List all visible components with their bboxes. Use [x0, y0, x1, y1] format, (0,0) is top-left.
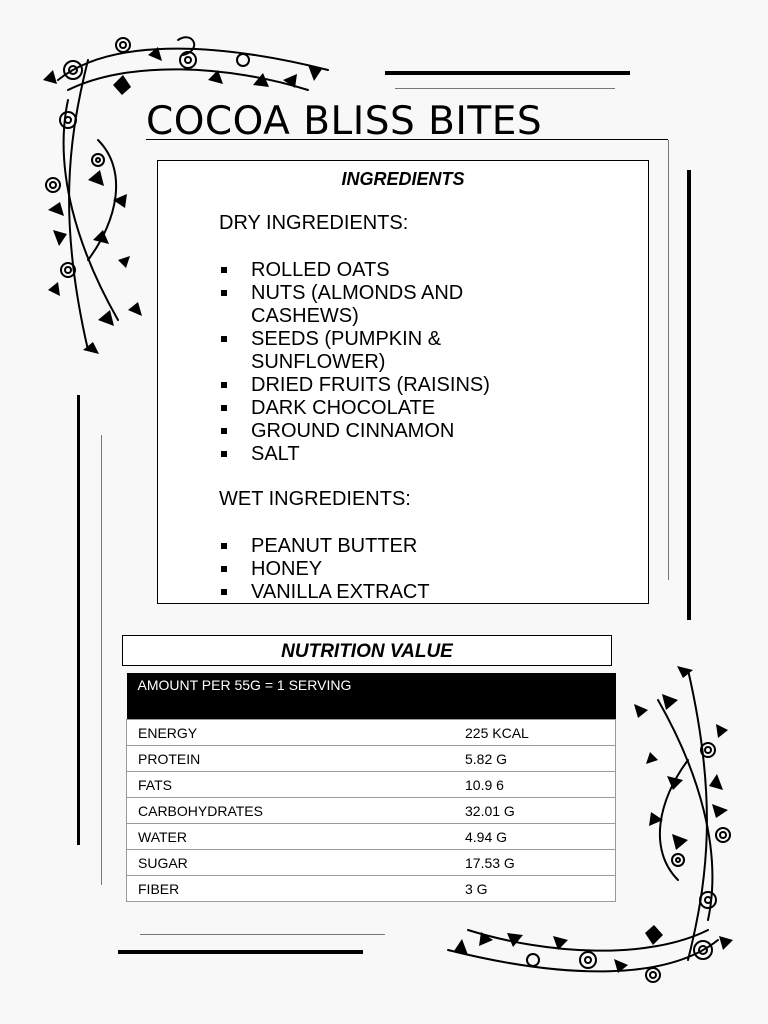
bullet-icon — [221, 382, 227, 388]
list-item: DARK CHOCOLATE — [219, 397, 551, 420]
top-rule-thick — [385, 71, 630, 75]
nutrient-name: FATS — [127, 772, 455, 798]
table-row — [127, 772, 616, 798]
table-row — [127, 850, 616, 876]
table-row — [127, 876, 616, 902]
nutrient-value: 225 KCAL — [454, 720, 616, 746]
bottom-rule-thin — [140, 934, 385, 935]
left-vertical-rule-thin — [101, 435, 102, 885]
serving-header-row — [127, 673, 616, 720]
list-item: GROUND CINNAMON — [219, 420, 551, 443]
ingredients-heading: INGREDIENTS — [341, 169, 465, 189]
bullet-icon — [221, 428, 227, 434]
nutrient-name: PROTEIN — [127, 746, 455, 772]
bottom-rule-thick — [118, 950, 363, 954]
dry-ingredients-label: DRY INGREDIENTS: — [219, 212, 409, 234]
right-vertical-rule-thin — [668, 140, 669, 580]
bullet-icon — [221, 566, 227, 572]
nutrient-value: 17.53 G — [454, 850, 616, 876]
list-item: NUTS (ALMONDS AND CASHEWS) — [219, 282, 551, 328]
nutrient-value: 10.9 6 — [454, 772, 616, 798]
list-item: ROLLED OATS — [219, 259, 551, 282]
nutrient-value: 5.82 G — [454, 746, 616, 772]
list-item: SEEDS (PUMPKIN & SUNFLOWER) — [219, 328, 551, 374]
nutrient-name: CARBOHYDRATES — [127, 798, 455, 824]
list-item: HONEY — [219, 558, 551, 581]
ingredients-box — [157, 160, 649, 604]
bullet-icon — [221, 336, 227, 342]
table-row — [127, 720, 616, 746]
bullet-icon — [221, 290, 227, 296]
nutrient-name: ENERGY — [127, 720, 455, 746]
list-item: VANILLA EXTRACT — [219, 581, 551, 604]
bullet-icon — [221, 267, 227, 273]
left-vertical-rule-thick — [77, 395, 80, 845]
wet-ingredients-list — [219, 535, 551, 604]
serving-size: AMOUNT PER 55G = 1 SERVING — [127, 673, 616, 720]
bullet-icon — [221, 405, 227, 411]
bullet-icon — [221, 543, 227, 549]
top-rule-thin — [395, 88, 615, 89]
nutrient-value: 4.94 G — [454, 824, 616, 850]
table-row — [127, 746, 616, 772]
list-item: PEANUT BUTTER — [219, 535, 551, 558]
nutrient-name: WATER — [127, 824, 455, 850]
bullet-icon — [221, 451, 227, 457]
list-item: DRIED FRUITS (RAISINS) — [219, 374, 551, 397]
dry-ingredients-list — [219, 259, 551, 466]
nutrient-name: SUGAR — [127, 850, 455, 876]
table-row — [127, 824, 616, 850]
nutrient-value: 3 G — [454, 876, 616, 902]
right-vertical-rule-thick — [687, 170, 691, 620]
table-row — [127, 798, 616, 824]
page-title: COCOA BLISS BITES — [146, 99, 543, 144]
nutrition-table — [126, 673, 616, 902]
nutrition-heading: NUTRITION VALUE — [122, 635, 612, 666]
nutrient-value: 32.01 G — [454, 798, 616, 824]
nutrient-name: FIBER — [127, 876, 455, 902]
bullet-icon — [221, 589, 227, 595]
wet-ingredients-label: WET INGREDIENTS: — [219, 488, 411, 510]
list-item: SALT — [219, 443, 551, 466]
